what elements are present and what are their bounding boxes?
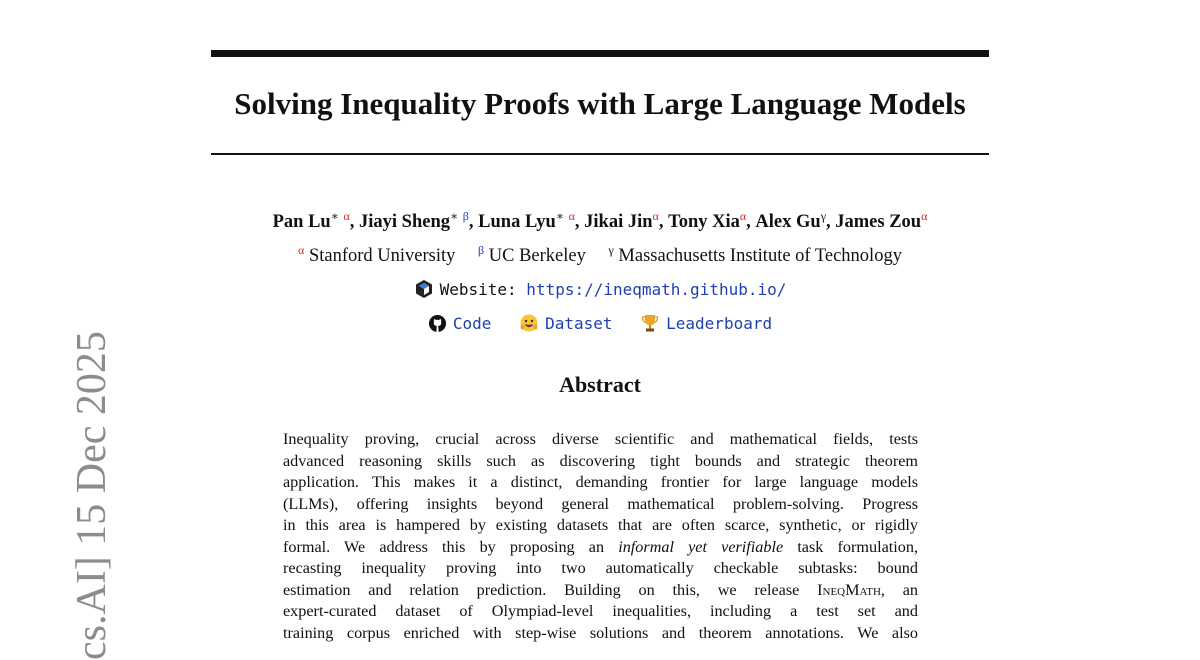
abstract-heading: Abstract	[559, 372, 641, 397]
abstract-line: recasting inequality proving into two automatically checkable subtasks: bound	[283, 559, 918, 577]
hugging-face-icon	[519, 313, 539, 337]
affiliation-list	[0, 243, 1200, 267]
author-list: Pan Lu∗ $^\alpha$, Jiayi Sheng∗ $^\beta$, Luna Lyu∗ $^\alpha$, Jikai Jin$^\alpha$, Tony Xia$^\alpha$, Alex $Gu^\gamma$, James Zou$^\alpha$	[272, 209, 928, 233]
website-cube-icon	[414, 279, 434, 303]
abstract-line: training corpus enriched with step-wise solutions and theorem annotations. We also	[283, 623, 918, 642]
title-bottom-rule	[211, 153, 989, 155]
abstract-line: formal. We address this by proposing an informal yet verifiable task formulation,	[283, 537, 918, 556]
abstract-line: estimation and relation prediction. Building on this, we release IneqMath, an	[283, 580, 919, 599]
abstract-line: expert-curated dataset of Olympiad-level inequalities, including a test set and	[283, 602, 918, 620]
title-top-rule	[211, 50, 989, 57]
affiliation: $^\alpha$ Stanford University	[298, 243, 456, 267]
website-label: Website:	[439, 280, 517, 299]
author: Jikai Jin$^\alpha$	[584, 209, 659, 233]
abstract-body	[283, 429, 918, 644]
leaderboard-link[interactable]: Leaderboard	[640, 314, 772, 333]
abstract-line: Inequality proving, crucial across diverse scientific and mathematical fields, tests	[283, 430, 918, 448]
abstract-line: advanced reasoning skills such as discovering tight bounds and strategic theorem	[283, 451, 918, 470]
author: Jiayi Sheng∗ $^\beta$	[359, 209, 469, 233]
dataset-link[interactable]: Dataset	[519, 314, 622, 333]
abstract-line: in this area is hampered by existing datasets that are often scarce, synthetic, or rigidly	[283, 516, 918, 534]
author: Alex $Gu^\gamma$	[755, 209, 826, 233]
trophy-icon	[640, 313, 660, 337]
website-link[interactable]: https://ineqmath.github.io/	[526, 280, 787, 299]
website-row	[0, 279, 1200, 303]
affiliation: $^\gamma$ Massachusetts Institute of Technology	[608, 243, 902, 267]
author: Luna Lyu∗ $^\alpha$	[478, 209, 575, 233]
author: Pan Lu∗ $^\alpha$	[272, 209, 350, 233]
affiliation: $^\beta$ UC Berkeley	[478, 243, 586, 267]
paper-title: Solving Inequality Proofs with Large Language Models	[234, 86, 966, 121]
resource-links	[0, 313, 1200, 337]
abstract-line: (LLMs), offering insights beyond general mathematical problem-solving. Progress	[283, 494, 918, 513]
arxiv-stamp: cs.AI] 15 Dec 2025	[69, 331, 115, 660]
github-icon	[428, 314, 447, 337]
author: Tony Xia$^\alpha$	[668, 209, 747, 233]
author: James Zou$^\alpha$	[835, 209, 928, 233]
abstract-line: application. This makes it a distinct, demanding frontier for large language models	[283, 473, 918, 491]
code-link[interactable]: Code	[428, 314, 501, 333]
